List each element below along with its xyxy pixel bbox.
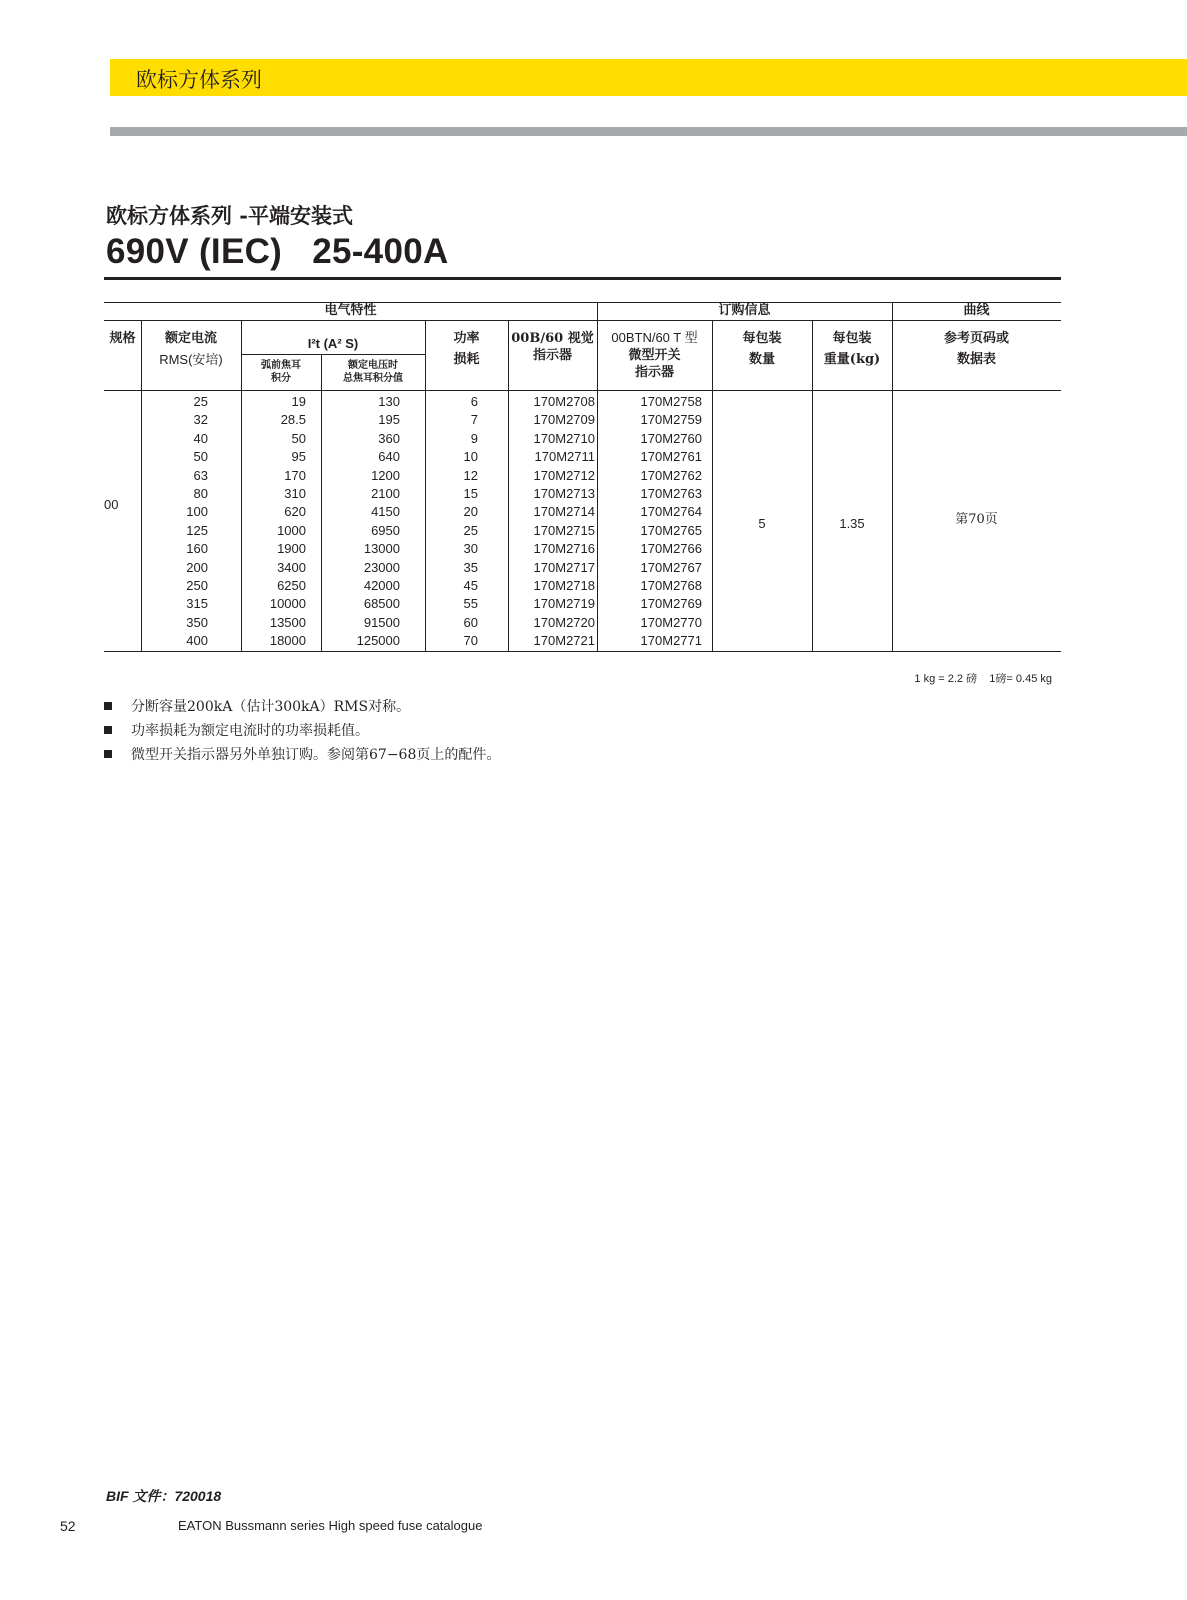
note-text: 微型开关指示器另外单独订购。参阅第67−68页上的配件。 — [131, 747, 501, 763]
table-cell-visual: 170M2710 — [533, 430, 595, 446]
col-header-reference-2: 数据表 — [956, 352, 996, 367]
col-header-total-2: 总焦耳积分值 — [343, 373, 403, 384]
table-cell-pre-arc: 50 — [291, 430, 306, 446]
bullet-icon — [104, 750, 112, 758]
table-cell-total: 1200 — [371, 467, 400, 483]
table-cell-total: 4150 — [371, 504, 400, 520]
table-cell-micro: 170M2765 — [640, 522, 702, 538]
section-label: 欧标方体系列 — [136, 68, 262, 92]
col-header-visual-indicator-2: 指示器 — [532, 348, 572, 363]
table-cell-total: 13000 — [363, 541, 400, 557]
table-cell-current: 400 — [186, 633, 208, 649]
table-cell-pre-arc: 13500 — [269, 614, 306, 630]
table-cell-current: 32 — [193, 412, 208, 428]
table-cell-micro: 170M2759 — [640, 412, 702, 428]
table-cell-current: 80 — [193, 486, 208, 501]
table-cell-pre-arc: 6250 — [277, 578, 306, 593]
note-item — [104, 742, 500, 766]
note-item — [104, 718, 500, 742]
table-cell-total: 125000 — [356, 633, 400, 649]
curve-ref-cell: 第70页 — [955, 512, 998, 527]
table-cell-visual: 170M2721 — [533, 633, 595, 649]
table-cell-pre-arc: 1900 — [277, 541, 306, 557]
divider-band — [110, 127, 1187, 136]
table-cell-current: 125 — [186, 522, 208, 538]
table-cell-pre-arc: 19 — [291, 394, 306, 409]
table-cell-current: 315 — [186, 596, 208, 612]
title-rule — [104, 277, 1061, 280]
table-cell-total: 91500 — [363, 614, 400, 630]
table-cell-micro: 170M2763 — [640, 486, 702, 501]
table-cell-total: 195 — [378, 412, 400, 428]
table-cell-pre-arc: 95 — [291, 449, 306, 465]
table-cell-power: 60 — [463, 614, 478, 630]
table-cell-pre-arc: 18000 — [269, 633, 306, 649]
col-header-pre-arc: 弧前焦耳 — [261, 360, 301, 371]
pack-weight-cell: 1.35 — [839, 516, 865, 531]
table-cell-pre-arc: 1000 — [277, 522, 306, 538]
size-cell: 00 — [104, 497, 119, 512]
table-cell-current: 25 — [193, 394, 208, 409]
page-title: 690V (IEC) 25-400A — [106, 232, 449, 271]
pack-qty-cell: 5 — [758, 516, 766, 531]
table-cell-current: 63 — [193, 467, 208, 483]
group-header-electrical: 电气特性 — [324, 303, 377, 318]
i2t-sub-rule — [241, 354, 425, 355]
table-cell-current: 200 — [186, 559, 208, 575]
col-header-micro-switch: 00BTN/60 T 型 — [611, 330, 698, 345]
table-cell-visual: 170M2718 — [533, 578, 595, 593]
table-cell-visual: 170M2713 — [533, 486, 595, 501]
group-header-curve: 曲线 — [963, 303, 990, 318]
table-cell-pre-arc: 620 — [284, 504, 306, 520]
col-header-pack-weight-2: 重量(kg) — [823, 352, 881, 367]
table-cell-micro: 170M2761 — [640, 449, 702, 465]
table-cell-current: 160 — [186, 541, 208, 557]
table-cell-power: 25 — [463, 522, 478, 538]
table-cell-current: 50 — [193, 449, 208, 465]
table-cell-power: 15 — [463, 486, 478, 501]
table-cell-power: 55 — [463, 596, 478, 612]
col-header-size: 规格 — [109, 331, 136, 346]
table-cell-pre-arc: 170 — [284, 467, 306, 483]
table-cell-power: 7 — [470, 412, 478, 428]
section-banner — [110, 59, 1187, 96]
table-cell-total: 2100 — [371, 486, 400, 501]
table-cell-micro: 170M2758 — [640, 394, 702, 409]
table-cell-current: 40 — [193, 430, 208, 446]
col-header-power-2: 损耗 — [453, 352, 480, 367]
col-header-rated-current-unit: RMS(安培) — [159, 352, 223, 367]
table-cell-power: 70 — [463, 633, 478, 649]
page-number: 52 — [60, 1518, 76, 1534]
note-text: 分断容量200kA（估计300kA）RMS对称。 — [131, 699, 411, 715]
header-bottom-rule — [104, 390, 1061, 391]
table-cell-visual: 170M2708 — [533, 394, 595, 409]
table-cell-total: 6950 — [371, 522, 400, 538]
table-cell-total: 360 — [378, 430, 400, 446]
table-cell-visual: 170M2720 — [533, 614, 595, 630]
table-cell-current: 100 — [186, 504, 208, 520]
note-item — [104, 694, 500, 718]
col-header-pack-weight: 每包装 — [832, 331, 872, 346]
table-cell-power: 20 — [463, 504, 478, 520]
col-header-power: 功率 — [453, 331, 480, 346]
table-cell-micro: 170M2760 — [640, 430, 702, 446]
table-cell-current: 250 — [186, 578, 208, 593]
table-cell-power: 35 — [463, 559, 478, 575]
table-cell-visual: 170M2714 — [533, 504, 595, 520]
table-cell-pre-arc: 10000 — [269, 596, 306, 612]
table-cell-micro: 170M2768 — [640, 578, 702, 593]
col-header-i2t: I²t (A² S) — [307, 336, 359, 351]
table-cell-total: 68500 — [363, 596, 400, 612]
table-cell-total: 640 — [378, 449, 400, 465]
col-header-pack-qty: 每包装 — [742, 331, 782, 346]
col-header-rated-current: 额定电流 — [164, 331, 217, 346]
table-cell-power: 9 — [470, 430, 478, 446]
unit-conversion-note: 1 kg = 2.2 磅 1磅= 0.45 kg — [914, 673, 1052, 685]
table-cell-micro: 170M2762 — [640, 467, 702, 483]
table-cell-power: 45 — [463, 578, 478, 593]
table-cell-pre-arc: 28.5 — [280, 412, 306, 428]
table-cell-visual: 170M2712 — [533, 467, 595, 483]
table-cell-visual: 170M2716 — [533, 541, 595, 557]
bif-document-number: BIF 文件：720018 — [106, 1488, 222, 1504]
col-header-micro-switch-2: 微型开关 — [628, 348, 681, 363]
table-cell-micro: 170M2769 — [640, 596, 702, 612]
table-cell-total: 130 — [378, 394, 400, 409]
table-cell-total: 42000 — [363, 578, 400, 593]
col-header-visual-indicator: 00B/60 视觉 — [511, 331, 594, 346]
bullet-icon — [104, 726, 112, 734]
table-cell-power: 12 — [463, 467, 478, 483]
bullet-icon — [104, 702, 112, 710]
table-cell-pre-arc: 310 — [284, 486, 306, 501]
group-header-ordering: 订购信息 — [718, 303, 771, 318]
table-cell-visual: 170M2715 — [533, 522, 595, 538]
page-subtitle: 欧标方体系列 -平端安装式 — [106, 203, 354, 228]
table-cell-micro: 170M2770 — [640, 614, 702, 630]
col-header-total: 额定电压时 — [348, 360, 398, 371]
table-cell-micro: 170M2771 — [640, 633, 702, 649]
table-cell-total: 23000 — [363, 559, 400, 575]
table-bottom-rule — [104, 651, 1061, 652]
col-header-pack-qty-2: 数量 — [748, 352, 775, 367]
col-header-reference: 参考页码或 — [943, 331, 1009, 346]
table-cell-visual: 170M2719 — [533, 596, 595, 612]
table-cell-visual: 170M2717 — [533, 559, 595, 575]
table-cell-visual: 170M2711 — [534, 449, 595, 465]
table-cell-power: 30 — [463, 541, 478, 557]
table-cell-power: 6 — [470, 394, 478, 409]
table-cell-power: 10 — [463, 449, 478, 465]
col-header-pre-arc-2: 积分 — [271, 373, 291, 384]
table-cell-pre-arc: 3400 — [277, 559, 306, 575]
table-cell-current: 350 — [186, 614, 208, 630]
col-header-micro-switch-3: 指示器 — [634, 365, 674, 380]
note-text: 功率损耗为额定电流时的功率损耗值。 — [131, 723, 369, 739]
catalogue-footer: EATON Bussmann series High speed fuse catalogue — [178, 1518, 483, 1533]
notes-list — [104, 694, 500, 766]
table-cell-micro: 170M2767 — [640, 559, 702, 575]
table-cell-micro: 170M2764 — [640, 504, 702, 520]
table-cell-visual: 170M2709 — [533, 412, 595, 428]
table-cell-micro: 170M2766 — [640, 541, 702, 557]
